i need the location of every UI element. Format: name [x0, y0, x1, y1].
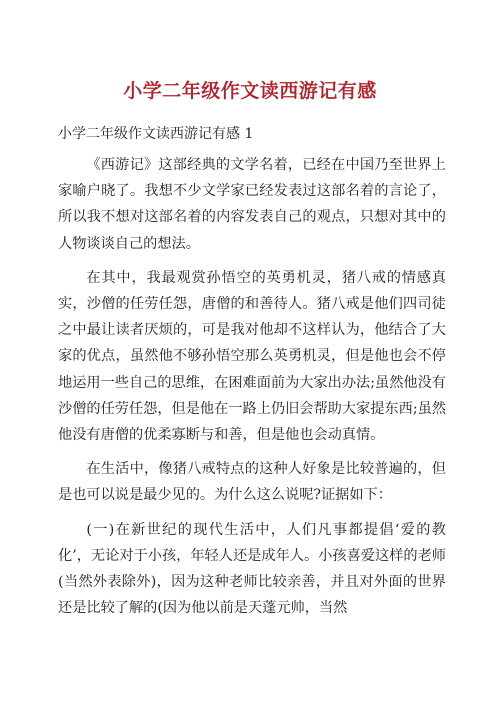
paragraph-evidence-one: (一)在新世纪的现代生活中，人们凡事都提倡‘爱的教化’，无论对于小孩，年轻人还是成年人。小孩喜爱这样的老师(当然外表除外)，因为这种老师比较亲善，并且对外面的世界还是比较了解的(因为他以前是天蓬元帅，当然	[58, 521, 446, 617]
document-title: 小学二年级作文读西游记有感	[123, 80, 377, 102]
document-body	[58, 152, 446, 629]
paragraph-characters: 在其中，我最观赏孙悟空的英勇机灵，猪八戒的情感真实，沙僧的任劳任怨，唐僧的和善待人。猪八戒是他们四司徒之中最让读者厌烦的，可是我对他却不这样认为，他结合了大家的优点，虽然他不够孙悟空那么英勇机灵，但是他也会不停地运用一些自己的思维，在困难面前为大家出办法;虽然他没有沙僧的任劳任怨，但是他在一路上仍旧会帮助大家提东西;虽然他没有唐僧的优柔寡断与和善，但是他也会动真情。	[58, 269, 446, 444]
section-heading: 小学二年级作文读西游记有感 1	[58, 126, 254, 142]
paragraph-intro: 《西游记》这部经典的文学名着，已经在中国乃至世界上家喻户晓了。我想不少文学家已经发表过这部名着的言论了，所以我不想对这部名着的内容发表自己的观点，只想对其中的人物谈谈自己的想法。	[58, 157, 446, 252]
paragraph-life: 在生活中，像猪八戒特点的这种人好象是比较普遍的，但是也可以说是最少见的。为什么这么说呢?证据如下：	[58, 461, 446, 504]
